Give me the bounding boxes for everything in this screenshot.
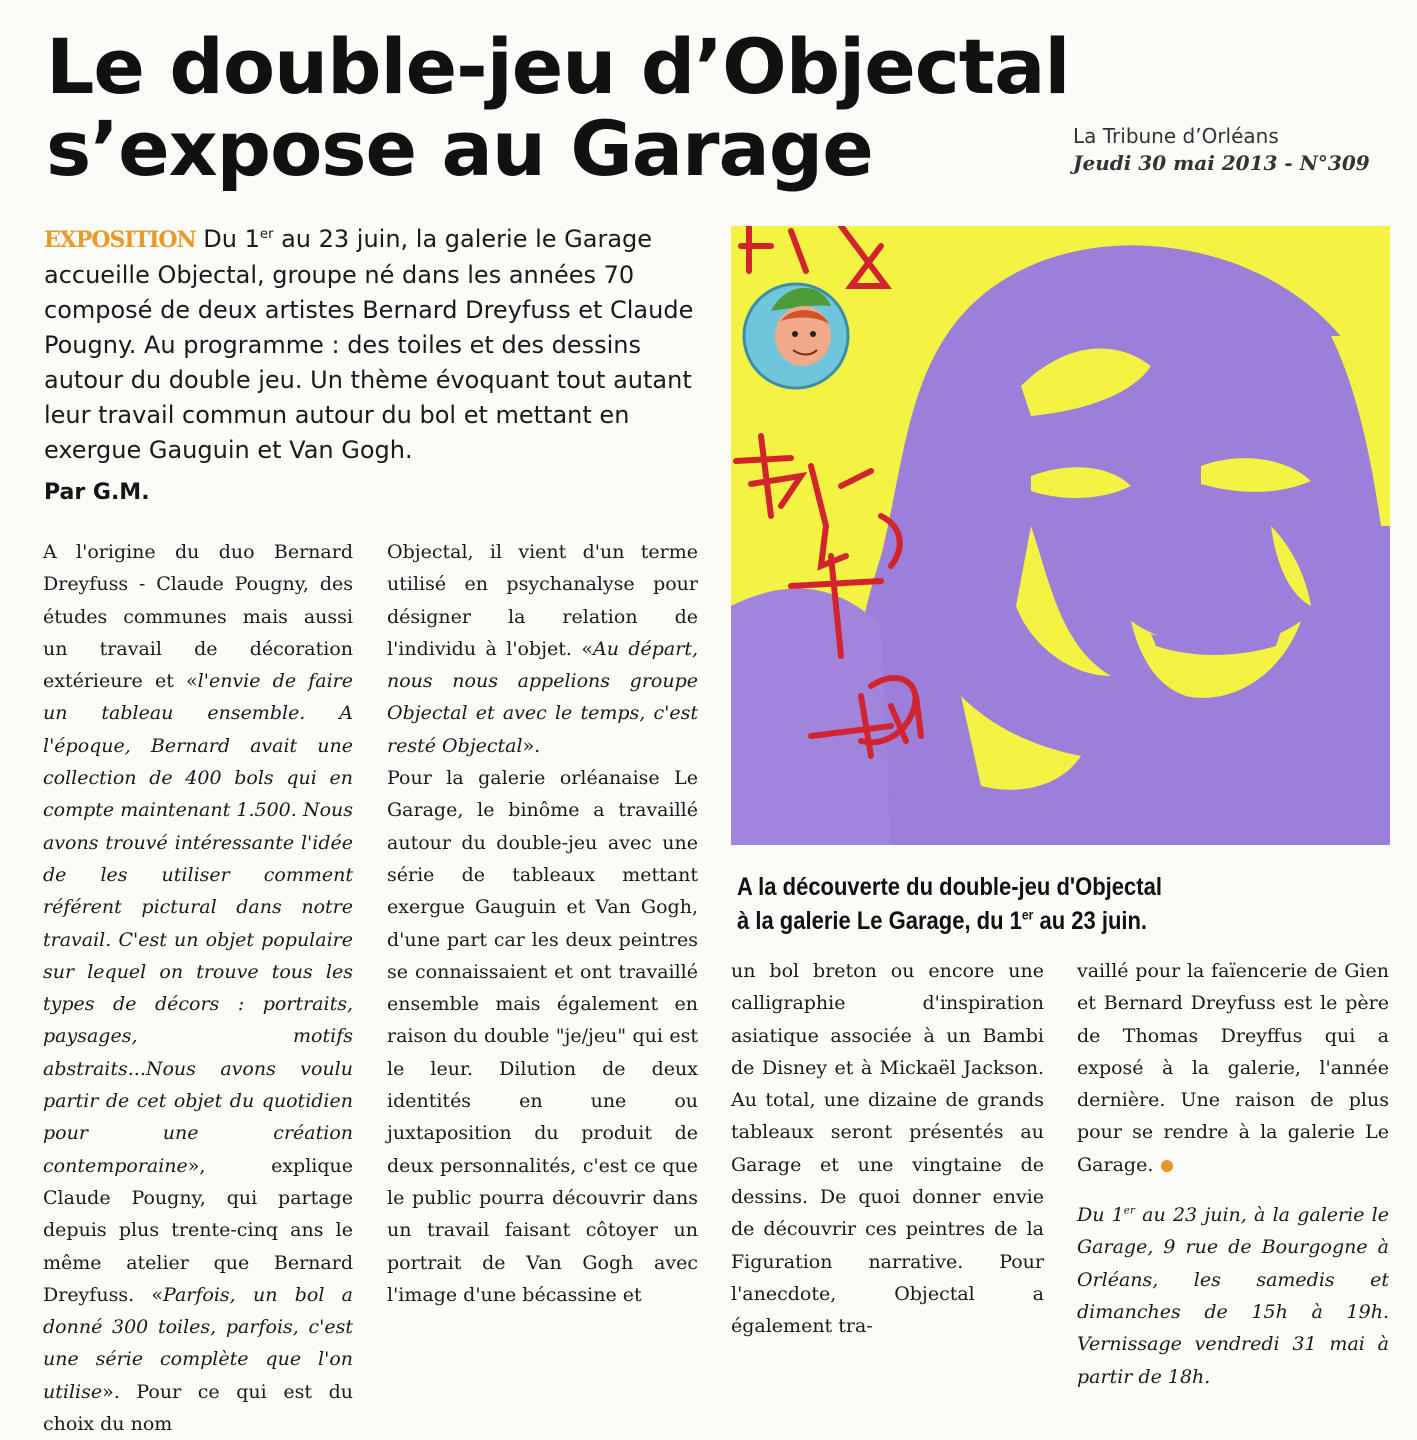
col1-text-a: A l'origine du duo Bernard Dreyfuss - Claude Pougny, des études communes mais aussi un travail de décoration extérieure et « bbox=[43, 541, 353, 693]
col2-text-a: Objectal, il vient d'un terme utilisé en psychanalyse pour désigner la relation de l'individu à l'objet. « bbox=[387, 541, 698, 660]
intro-sup: er bbox=[259, 227, 274, 242]
column-2-paragraph-1 bbox=[387, 536, 698, 762]
col1-text-c: », explique Claude Pougny, qui partage depuis plus trente-cinq ans le même atelier que Bernard Dreyfuss. « bbox=[43, 1154, 353, 1306]
column-2-paragraph-2: Pour la galerie orléanaise Le Garage, le binôme a travaillé autour du double-jeu avec une série de tableaux mettant exergue Gauguin et Van Gogh, d'une part car les deux peintres se connaissaient et ont travaillé ensemble mais également en raison du double "je/jeu" qui est le leur. Dilution de deux identités en une ou juxtaposition du produit de deux personnalités, c'est ce que le public pourra découvrir dans un travail faisant côtoyer un portrait de Van Gogh avec l'image d'une bécassine et bbox=[387, 767, 698, 1306]
info-b: au 23 juin, à la galerie le Garage, 9 rue de Bourgogne à Orléans, les samedis et dimanches de 15h à 19h. Vernissage vendredi 31 mai à partir de 18h. bbox=[1077, 1204, 1389, 1388]
headline-line-1: Le double-jeu d’Objectal bbox=[46, 22, 1070, 111]
col4-text: vaillé pour la faïencerie de Gien et Bernard Dreyfuss est le père de Thomas Dreyffus qui a exposé à la galerie, l'année dernière. Une raison de plus pour se rendre à la galerie Le Garage. bbox=[1077, 960, 1389, 1176]
article-column-1 bbox=[43, 536, 353, 1440]
headline-line-2: s’expose au Garage bbox=[46, 104, 873, 193]
article-photo bbox=[731, 226, 1390, 845]
col1-quote-2: Parfois, un bol a donné 300 toiles, parfois, c'est une série complète que l'on utilise bbox=[43, 1283, 353, 1403]
article-column-3 bbox=[731, 955, 1044, 1343]
publication-issue: Jeudi 30 mai 2013 - N°309 bbox=[1073, 151, 1370, 175]
intro-text-a: Du 1 bbox=[195, 225, 260, 253]
caption-line-2 bbox=[737, 904, 1230, 938]
article-column-2 bbox=[387, 536, 698, 1311]
column-3-paragraph: un bol breton ou encore une calligraphie d'inspiration asiatique associée à un Bambi de Disney et à Mickaël Jackson. Au total, une dizaine de grands tableaux seront présentés au Garage et une vingtaine de dessins. De quoi donner envie de découvrir ces peintres de la Figuration narrative. Pour l'anecdote, Objectal a également tra- bbox=[731, 960, 1044, 1338]
col2-text-c: ». bbox=[522, 734, 541, 757]
caption-sup: er bbox=[1021, 907, 1034, 923]
photo-caption bbox=[737, 870, 1230, 938]
intro-text-b: au 23 juin, la galerie le Garage accueille Objectal, groupe né dans les années 70 composé de deux artistes Bernard Dreyfuss et Claude Pougny. Au programme : des toiles et des dessins autour du double jeu. Un thème évoquant tout autant leur travail commun autour du bol et mettant en exergue Gauguin et Van Gogh. bbox=[44, 225, 694, 464]
byline: Par G.M. bbox=[44, 480, 150, 505]
column-4-paragraph bbox=[1077, 955, 1389, 1181]
caption-line-2b: au 23 juin. bbox=[1033, 907, 1148, 935]
col1-quote-1: l'envie de faire un tableau ensemble. A l'époque, Bernard avait une collection de 400 bols qui en compte maintenant 1.500. Nous avons trouvé intéressante l'idée de les utiliser comment référent pictural dans notre travail. C'est un objet populaire sur lequel on trouve tous les types de décors : portraits, paysages, motifs abstraits...Nous avons voulu partir de cet objet du quotidien pour une création contemporaine bbox=[43, 670, 353, 1177]
event-info bbox=[1077, 1199, 1389, 1393]
column-1-paragraph bbox=[43, 536, 353, 1440]
caption-line-2a: à la galerie Le Garage, du 1 bbox=[737, 907, 1022, 935]
info-sup: er bbox=[1123, 1204, 1135, 1217]
pop-art-portrait bbox=[731, 226, 1390, 845]
info-a: Du 1 bbox=[1077, 1204, 1124, 1227]
publication-name: La Tribune d’Orléans bbox=[1073, 124, 1279, 148]
headline bbox=[46, 22, 1070, 193]
caption-line-1: A la découverte du double-jeu d'Objectal bbox=[737, 873, 1162, 901]
article-column-4 bbox=[1077, 955, 1389, 1393]
col2-quote: Au départ, nous nous appelions groupe Objectal et avec le temps, c'est resté Objectal bbox=[387, 637, 698, 757]
col1-text-e: ». Pour ce qui est du choix du nom bbox=[43, 1380, 353, 1436]
intro-paragraph bbox=[44, 222, 694, 468]
section-kicker: EXPOSITION bbox=[44, 227, 196, 253]
end-of-article-dot-icon bbox=[1161, 1160, 1173, 1172]
